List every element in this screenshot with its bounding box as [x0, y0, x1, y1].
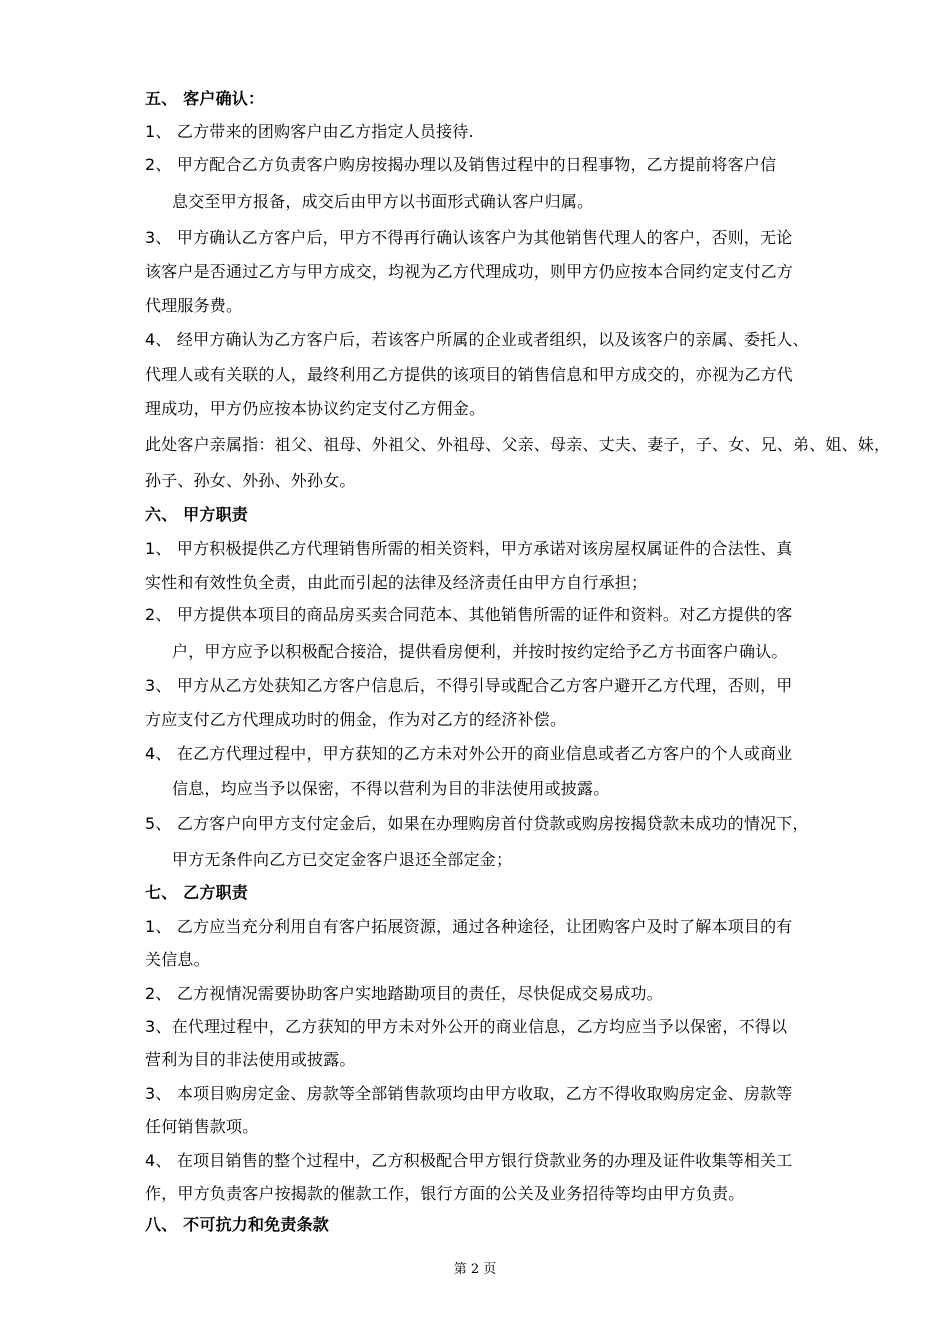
- section-heading-6: 六、 甲方职责: [145, 505, 248, 524]
- clause-5-2-cont: 息交至甲方报备，成交后由甲方以书面形式确认客户归属。: [172, 192, 594, 211]
- clause-6-1: 1、 甲方积极提供乙方代理销售所需的相关资料，甲方承诺对该房屋权属证件的合法性、真: [145, 539, 793, 558]
- clause-7-4: 4、 在项目销售的整个过程中，乙方积极配合甲方银行贷款业务的办理及证件收集等相关工: [145, 1151, 793, 1170]
- clause-5-2: 2、 甲方配合乙方负责客户购房按揭办理以及销售过程中的日程事物，乙方提前将客户信: [145, 155, 777, 174]
- relatives-definition: 此处客户亲属指：祖父、祖母、外祖父、外祖母、父亲、母亲、丈夫、妻子，子、女、兄、弟、姐、妹，: [145, 435, 891, 454]
- clause-6-2: 2、 甲方提供本项目的商品房买卖合同范本、其他销售所需的证件和资料。对乙方提供的客: [145, 605, 793, 624]
- relatives-definition-cont: 孙子、孙女、外孙、外孙女。: [145, 471, 356, 490]
- page-number: 第 2 页: [453, 1262, 497, 1277]
- clause-6-5: 5、 乙方客户向甲方支付定金后，如果在办理购房首付贷款或购房按揭贷款未成功的情况下，: [145, 814, 809, 833]
- clause-7-3a-cont: 营利为目的非法使用或披露。: [145, 1050, 356, 1069]
- clause-7-1: 1、 乙方应当充分利用自有客户拓展资源，通过各种途径，让团购客户及时了解本项目的有: [145, 917, 793, 936]
- clause-5-3-cont-1: 该客户是否通过乙方与甲方成交，均视为乙方代理成功，则甲方仍应按本合同约定支付乙方: [145, 262, 794, 281]
- clause-6-3: 3、 甲方从乙方处获知乙方客户信息后，不得引导或配合乙方客户避开乙方代理，否则，甲: [145, 676, 793, 695]
- clause-6-3-cont: 方应支付乙方代理成功时的佣金，作为对乙方的经济补偿。: [145, 710, 567, 729]
- clause-5-3: 3、 甲方确认乙方客户后，甲方不得再行确认该客户为其他销售代理人的客户，否则，无论: [145, 228, 793, 247]
- section-heading-8: 八、 不可抗力和免责条款: [145, 1215, 329, 1234]
- clause-6-4-cont: 信息，均应当予以保密，不得以营利为目的非法使用或披露。: [172, 779, 610, 798]
- section-heading-5: 五、 客户确认：: [145, 89, 265, 108]
- clause-7-3a: 3、在代理过程中，乙方获知的甲方未对外公开的商业信息，乙方均应当予以保密，不得以: [145, 1017, 788, 1036]
- clause-5-4-cont-1: 代理人或有关联的人，最终利用乙方提供的该项目的销售信息和甲方成交的，亦视为乙方代: [145, 365, 794, 384]
- clause-6-2-cont: 户，甲方应予以积极配合接洽，提供看房便利，并按时按约定给予乙方书面客户确认。: [172, 642, 788, 661]
- clause-6-5-cont: 甲方无条件向乙方已交定金客户退还全部定金；: [172, 850, 513, 869]
- clause-5-4-cont-2: 理成功，甲方仍应按本协议约定支付乙方佣金。: [145, 399, 486, 418]
- clause-7-3b: 3、 本项目购房定金、房款等全部销售款项均由甲方收取，乙方不得收取购房定金、房款等: [145, 1084, 793, 1103]
- clause-5-4: 4、 经甲方确认为乙方客户后，若该客户所属的企业或者组织，以及该客户的亲属、委托人、: [145, 330, 809, 349]
- section-heading-7: 七、 乙方职责: [145, 883, 248, 902]
- clause-5-3-cont-2: 代理服务费。: [145, 296, 243, 315]
- clause-7-4-cont: 作，甲方负责客户按揭款的催款工作，银行方面的公关及业务招待等均由甲方负责。: [145, 1184, 745, 1203]
- clause-7-3b-cont: 任何销售款项。: [145, 1117, 259, 1136]
- clause-6-4: 4、 在乙方代理过程中，甲方获知的乙方未对外公开的商业信息或者乙方客户的个人或商业: [145, 744, 793, 763]
- clause-7-1-cont: 关信息。: [145, 950, 210, 969]
- clause-5-1: 1、 乙方带来的团购客户由乙方指定人员接待.: [145, 122, 474, 141]
- clause-7-2: 2、 乙方视情况需要协助客户实地踏勘项目的责任，尽快促成交易成功。: [145, 984, 663, 1003]
- clause-6-1-cont: 实性和有效性负全责，由此而引起的法律及经济责任由甲方自行承担；: [145, 573, 648, 592]
